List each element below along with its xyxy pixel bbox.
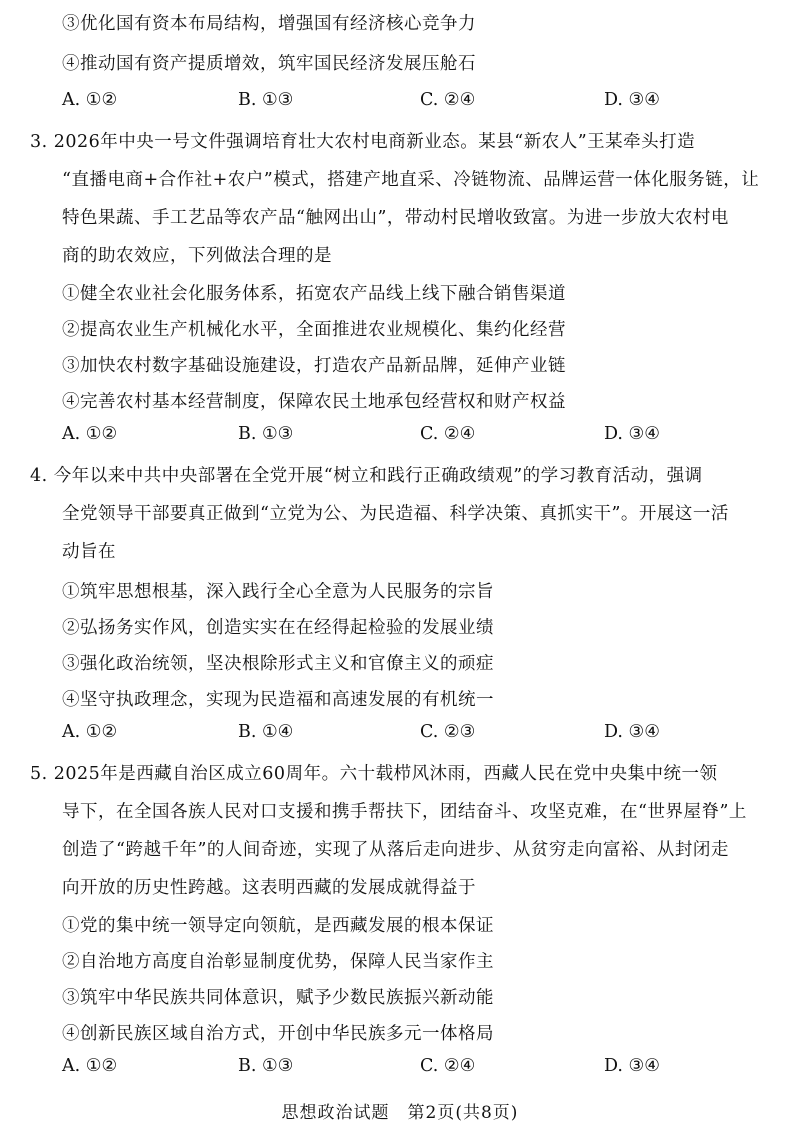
q5-stem-line-2: 导下，在全国各族人民对口支援和携手帮扶下，团结奋斗、攻坚克难，在“世界屋脊”上 bbox=[62, 802, 747, 822]
q5-stem-line-3: 创造了“跨越千年”的人间奇迹，实现了从落后走向进步、从贫穷走向富裕、从封闭走 bbox=[62, 840, 729, 860]
q5-stem-line-4: 向开放的历史性跨越。这表明西藏的发展成就得益于 bbox=[62, 878, 476, 898]
q4-stem-line-1: 4. 今年以来中共中央部署在全党开展“树立和践行正确政绩观”的学习教育活动，强调 bbox=[30, 466, 703, 486]
q3-stem-line-4: 商的助农效应，下列做法合理的是 bbox=[62, 246, 332, 266]
q3-item-3: ③加快农村数字基础设施建设，打造农产品新品牌，延伸产业链 bbox=[62, 356, 566, 376]
q4-stem-line-2: 全党领导干部要真正做到“立党为公、为民造福、科学决策、真抓实干”。开展这一活 bbox=[62, 504, 729, 524]
q4-item-1: ①筑牢思想根基，深入践行全心全意为人民服务的宗旨 bbox=[62, 582, 494, 602]
q3-item-2: ②提高农业生产机械化水平，全面推进农业规模化、集约化经营 bbox=[62, 320, 566, 340]
q3-choice-a: A. ①② bbox=[62, 424, 118, 444]
q5-item-2: ②自治地方高度自治彰显制度优势，保障人民当家作主 bbox=[62, 952, 494, 972]
q4-choice-a: A. ①② bbox=[62, 722, 118, 742]
q4-choice-b: B. ①④ bbox=[238, 722, 294, 742]
q2-item-4: ④推动国有资产提质增效，筑牢国民经济发展压舱石 bbox=[62, 54, 476, 74]
page-footer: 思想政治试题 第2页(共8页) bbox=[281, 1103, 519, 1123]
q5-choice-b: B. ①③ bbox=[238, 1056, 294, 1076]
q5-choice-c: C. ②④ bbox=[420, 1056, 476, 1076]
q4-item-3: ③强化政治统领，坚决根除形式主义和官僚主义的顽症 bbox=[62, 654, 494, 674]
q4-item-2: ②弘扬务实作风，创造实实在在经得起检验的发展业绩 bbox=[62, 618, 494, 638]
q2-choice-d: D. ③④ bbox=[604, 90, 660, 110]
q3-choice-c: C. ②④ bbox=[420, 424, 476, 444]
q5-item-4: ④创新民族区域自治方式，开创中华民族多元一体格局 bbox=[62, 1024, 494, 1044]
q3-stem-line-1: 3. 2026年中央一号文件强调培育壮大农村电商新业态。某县“新农人”王某牵头打造 bbox=[30, 132, 696, 152]
q3-choice-d: D. ③④ bbox=[604, 424, 660, 444]
q4-stem-line-3: 动旨在 bbox=[62, 542, 116, 562]
q3-choice-b: B. ①③ bbox=[238, 424, 294, 444]
q2-choice-a: A. ①② bbox=[62, 90, 118, 110]
q5-item-3: ③筑牢中华民族共同体意识，赋予少数民族振兴新动能 bbox=[62, 988, 494, 1008]
q4-choice-d: D. ③④ bbox=[604, 722, 660, 742]
q4-choice-c: C. ②③ bbox=[420, 722, 476, 742]
q4-item-4: ④坚守执政理念，实现为民造福和高速发展的有机统一 bbox=[62, 690, 494, 710]
q3-stem-line-2: “直播电商+合作社+农户”模式，搭建产地直采、冷链物流、品牌运营一体化服务链，让 bbox=[62, 170, 760, 190]
q2-choice-b: B. ①③ bbox=[238, 90, 294, 110]
q3-item-1: ①健全农业社会化服务体系，拓宽农产品线上线下融合销售渠道 bbox=[62, 284, 566, 304]
q3-stem-line-3: 特色果蔬、手工艺品等农产品“触网出山”，带动村民增收致富。为进一步放大农村电 bbox=[62, 208, 729, 228]
q5-item-1: ①党的集中统一领导定向领航，是西藏发展的根本保证 bbox=[62, 916, 494, 936]
q5-choice-a: A. ①② bbox=[62, 1056, 118, 1076]
q5-stem-line-1: 5. 2025年是西藏自治区成立60周年。六十载栉风沐雨，西藏人民在党中央集中统一领 bbox=[30, 764, 718, 784]
q2-item-3: ③优化国有资本布局结构，增强国有经济核心竞争力 bbox=[62, 14, 476, 34]
q2-choice-c: C. ②④ bbox=[420, 90, 476, 110]
q5-choice-d: D. ③④ bbox=[604, 1056, 660, 1076]
q3-item-4: ④完善农村基本经营制度，保障农民土地承包经营权和财产权益 bbox=[62, 392, 566, 412]
